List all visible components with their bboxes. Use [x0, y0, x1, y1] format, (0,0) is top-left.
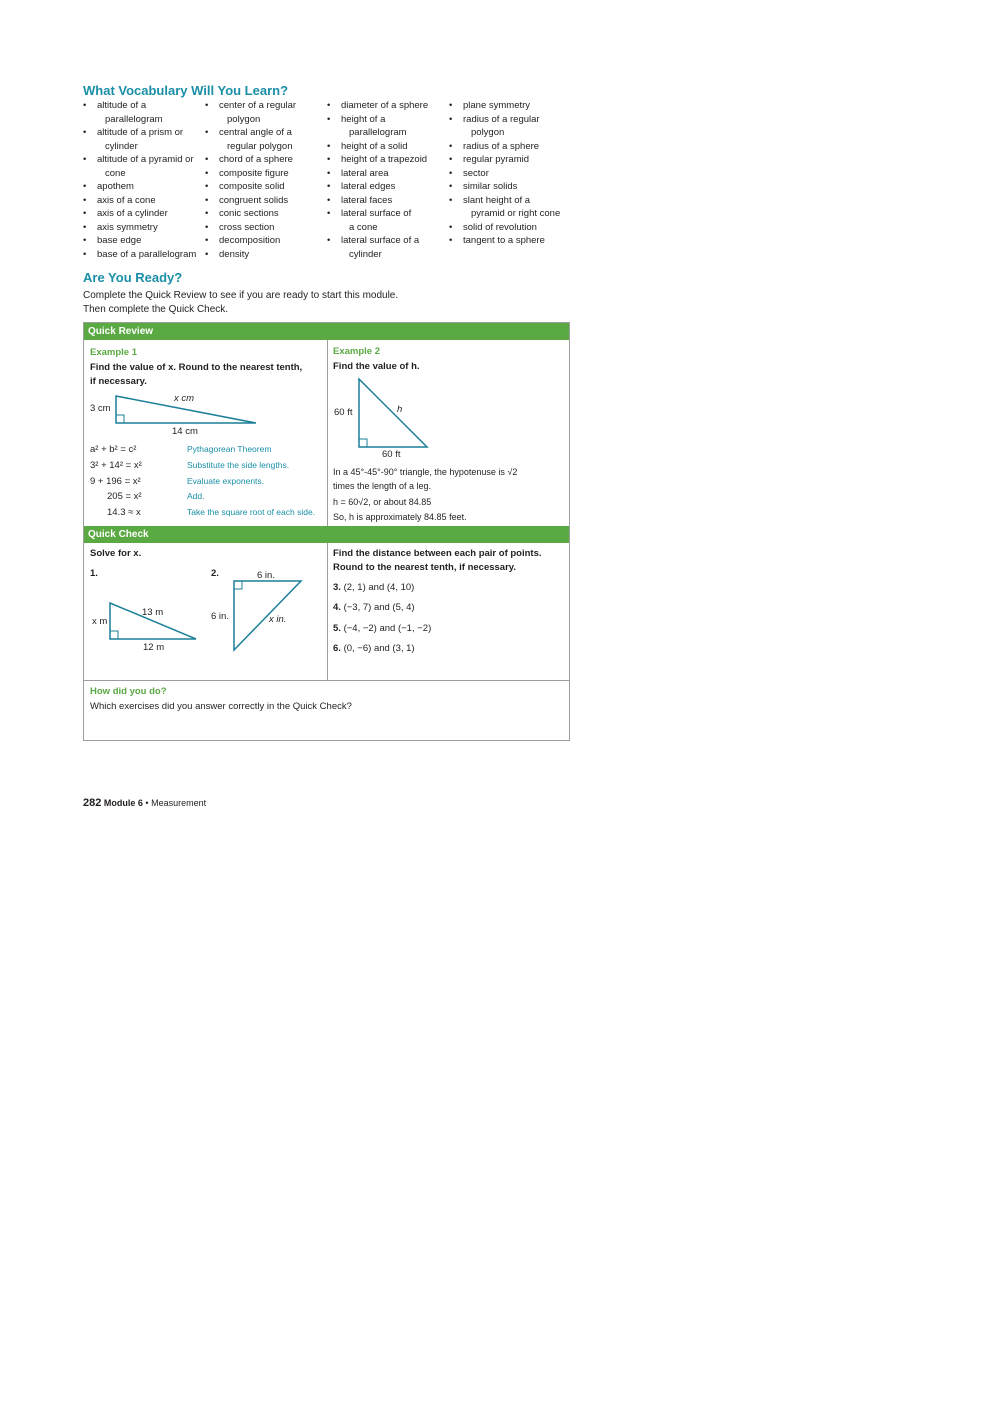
step-equation-3: 9 + 196 = x²: [90, 476, 141, 487]
example-1-prompt-1: Find the value of x. Round to the nearest tenth,: [90, 362, 303, 373]
vocab-item: • radius of a regular polygon: [449, 113, 579, 140]
vocab-item: • center of a regular polygon: [205, 99, 327, 126]
how-question: Which exercises did you answer correctly in the Quick Check?: [90, 701, 352, 712]
check-divider: [327, 543, 328, 680]
problem-2-left: 6 in.: [211, 611, 229, 622]
distance-item-4: 4. (−3, 7) and (5, 4): [333, 602, 415, 613]
distance-instruction-2: Round to the nearest tenth, if necessary.: [333, 562, 517, 573]
solve-instruction: Solve for x.: [90, 548, 142, 559]
example-2-side-hyp: h: [397, 404, 403, 415]
vocab-item: • plane symmetry: [449, 99, 579, 113]
step-note-5: Take the square root of each side.: [187, 507, 316, 517]
quick-check-band: Quick Check: [84, 526, 569, 543]
vocab-item: • conic sections: [205, 207, 327, 221]
example-1-prompt-2: if necessary.: [90, 376, 147, 387]
example-2-label: Example 2: [333, 346, 380, 357]
vocab-item: • altitude of a pyramid or cone: [83, 153, 205, 180]
step-note-4: Add.: [187, 491, 205, 501]
vocab-item: • congruent solids: [205, 194, 327, 208]
vocab-item: • height of a trapezoid: [327, 153, 449, 167]
step-equation-1: a² + b² = c²: [90, 444, 137, 455]
vocab-heading: What Vocabulary Will You Learn?: [83, 83, 289, 98]
vocab-item: • altitude of a prism or cylinder: [83, 126, 205, 153]
how-divider: [84, 680, 569, 681]
vocab-column-1: [83, 99, 205, 261]
vocab-item: • apothem: [83, 180, 205, 194]
ready-heading: Are You Ready?: [83, 270, 183, 285]
example-1-side-b: 14 cm: [172, 426, 198, 437]
distance-instruction-1: Find the distance between each pair of points.: [333, 548, 542, 559]
footer-separator: •: [145, 798, 149, 808]
example-2-side-bottom: 60 ft: [382, 449, 401, 460]
example-2-side-left: 60 ft: [334, 407, 353, 418]
vocab-column-3: [327, 99, 449, 261]
distance-item-3: 3. (2, 1) and (4, 10): [333, 582, 415, 593]
step-equation-2: 3² + 14² = x²: [90, 460, 142, 471]
vocab-item: • composite solid: [205, 180, 327, 194]
example-2-prompt: Find the value of h.: [333, 361, 420, 372]
example-2-text-1: In a 45°-45°-90° triangle, the hypotenuse is √2: [333, 467, 518, 477]
step-note-3: Evaluate exponents.: [187, 476, 265, 486]
problem-2-top: 6 in.: [257, 570, 275, 581]
vocab-item: • similar solids: [449, 180, 579, 194]
footer-module: Module 6: [103, 798, 143, 808]
problem-1-number: 1.: [90, 568, 98, 579]
vocab-item: • tangent to a sphere: [449, 234, 579, 248]
quick-review-panel: [83, 322, 570, 741]
distance-item-6: 6. (0, −6) and (3, 1): [333, 643, 415, 654]
vocab-item: • axis symmetry: [83, 221, 205, 235]
vocab-item: • lateral edges: [327, 180, 449, 194]
step-note-2: Substitute the side lengths.: [187, 460, 290, 470]
vocab-item: • lateral area: [327, 167, 449, 181]
vocab-item: • regular pyramid: [449, 153, 579, 167]
vocab-item: • central angle of a regular polygon: [205, 126, 327, 153]
problem-1-hyp: 13 m: [142, 607, 164, 618]
footer-topic: Measurement: [151, 798, 207, 808]
problem-2-hyp: x in.: [269, 614, 287, 625]
problem-1-left: x m: [92, 616, 108, 627]
how-label: How did you do?: [90, 686, 167, 697]
vocab-item: • density: [205, 248, 327, 262]
example-2-text-4: So, h is approximately 84.85 feet.: [333, 512, 467, 522]
example-1-side-c: x cm: [174, 393, 195, 404]
step-equation-5: 14.3 ≈ x: [107, 507, 141, 518]
vocab-item: • base edge: [83, 234, 205, 248]
vocab-column-2: [205, 99, 327, 261]
quick-review-band: Quick Review: [84, 323, 569, 340]
vocab-item: • base of a parallelogram: [83, 248, 205, 262]
vocab-item: • cross section: [205, 221, 327, 235]
vocab-item: • slant height of a pyramid or right cone: [449, 194, 579, 221]
distance-item-5: 5. (−4, −2) and (−1, −2): [333, 623, 432, 634]
vocab-item: • composite figure: [205, 167, 327, 181]
example-1-triangle: [84, 388, 324, 438]
vocab-item: • lateral surface of a cylinder: [327, 234, 449, 261]
example-1-side-a: 3 cm: [90, 403, 111, 414]
vocab-item: • solid of revolution: [449, 221, 579, 235]
vocab-item: • decomposition: [205, 234, 327, 248]
example-1-label: Example 1: [90, 347, 137, 358]
vocab-item: • axis of a cylinder: [83, 207, 205, 221]
page-footer: [83, 797, 206, 809]
example-2-text-3: h = 60√2, or about 84.85: [333, 497, 432, 507]
vocab-item: • height of a parallelogram: [327, 113, 449, 140]
vocab-item: • altitude of a parallelogram: [83, 99, 205, 126]
example-2-triangle: [327, 373, 567, 453]
step-equation-4: 205 = x²: [107, 491, 142, 502]
step-note-1: Pythagorean Theorem: [187, 444, 272, 454]
problem-2-number: 2.: [211, 568, 219, 579]
vocab-item: • lateral surface of a cone: [327, 207, 449, 234]
example-2-text-2: times the length of a leg.: [333, 481, 432, 491]
vocab-item: • axis of a cone: [83, 194, 205, 208]
vocab-column-4: [449, 99, 579, 248]
problem-1-triangle: [84, 573, 324, 653]
vocab-item: • lateral faces: [327, 194, 449, 208]
page-number: 282: [83, 797, 102, 809]
vocab-item: • chord of a sphere: [205, 153, 327, 167]
vocab-item: • radius of a sphere: [449, 140, 579, 154]
vocab-item: • sector: [449, 167, 579, 181]
vocab-item: • height of a solid: [327, 140, 449, 154]
problem-1-bottom: 12 m: [143, 642, 165, 653]
ready-intro-line-2: Then complete the Quick Check.: [83, 304, 229, 315]
ready-intro-line-1: Complete the Quick Review to see if you are ready to start this module.: [83, 290, 399, 301]
vocab-item: • diameter of a sphere: [327, 99, 449, 113]
